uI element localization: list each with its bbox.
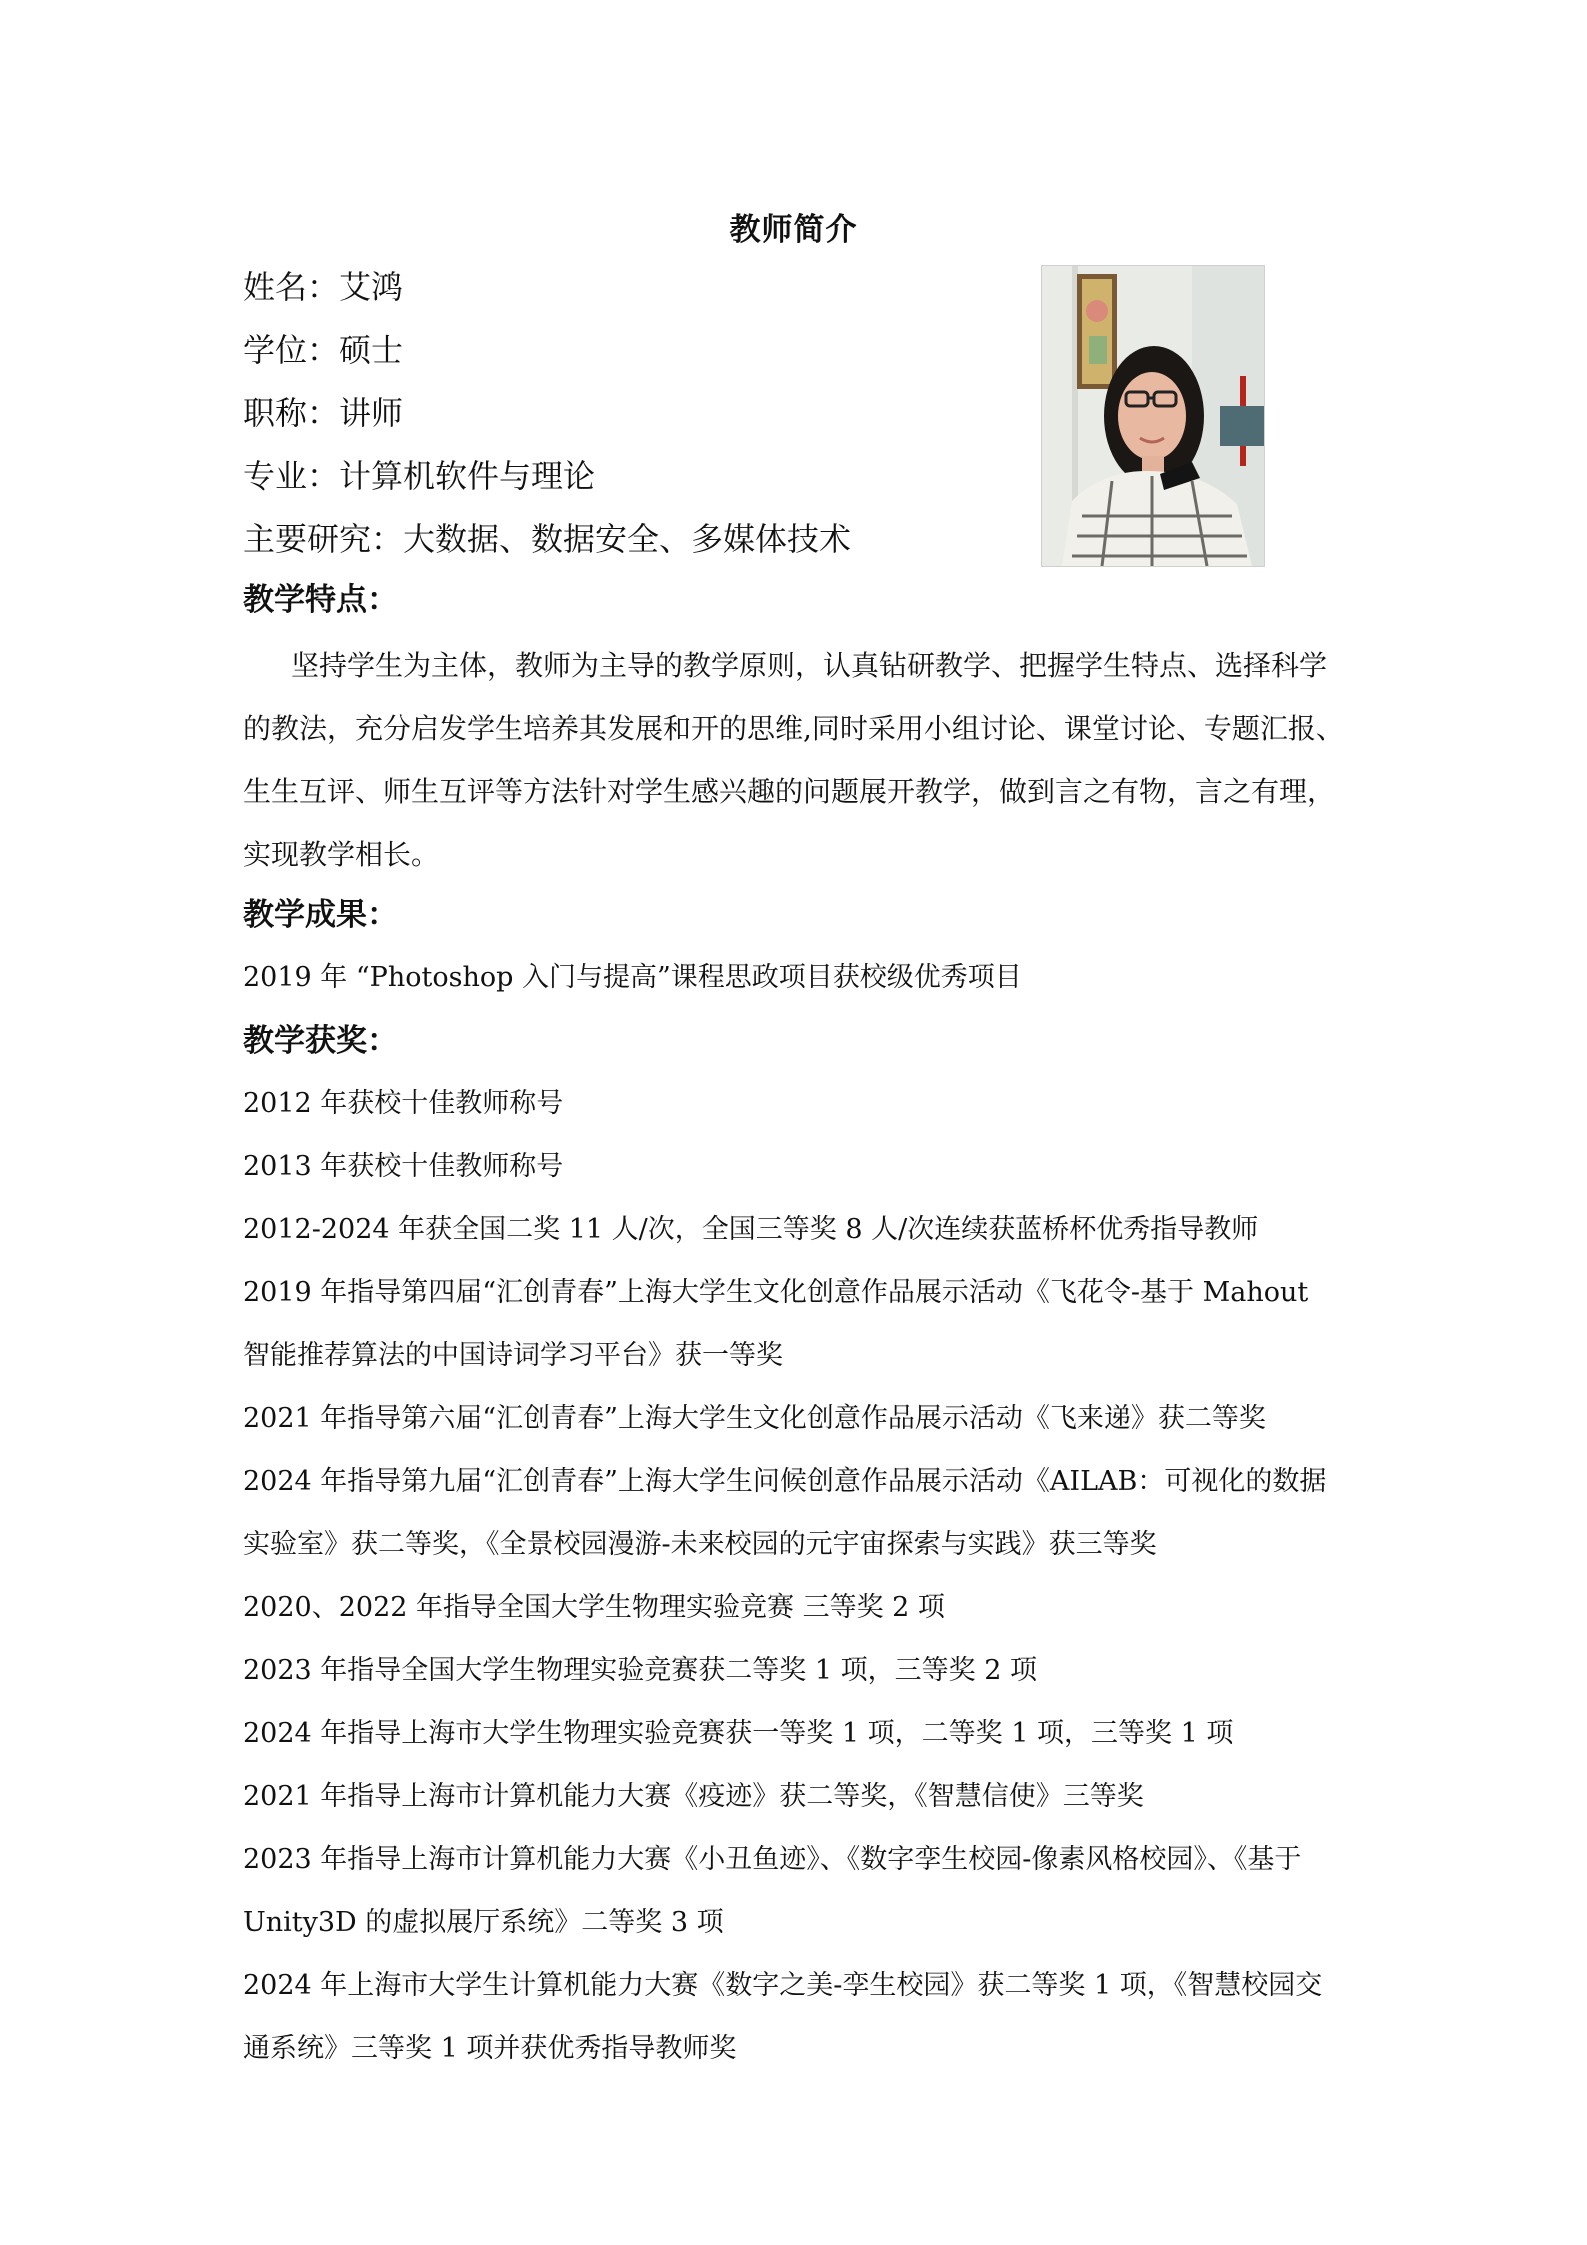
award-line: 智能推荐算法的中国诗词学习平台》获一等奖 <box>243 1340 783 1371</box>
award-line: 2023 年指导全国大学生物理实验竞赛获二等奖 1 项，三等奖 2 项 <box>243 1655 1037 1686</box>
rank-line: 职称：讲师 <box>243 394 404 432</box>
teacher-photo <box>1041 265 1265 567</box>
award-line: 2021 年指导第六届“汇创青春”上海大学生文化创意作品展示活动《飞来递》获二等奖 <box>243 1403 1266 1434</box>
award-line: 2012-2024 年获全国二奖 11 人/次，全国三等奖 8 人/次连续获蓝桥杯优秀指导教师 <box>243 1214 1259 1245</box>
awards-heading: 教学获奖： <box>243 1023 398 1059</box>
teaching-features-paragraph: 坚持学生为主体，教师为主导的教学原则，认真钻研教学、把握学生特点、选择科学的教法，充分启发学生培养其发展和开的思维,同时采用小组讨论、课堂讨论、专题汇报、生生互评、师生互评等方法针对学生感兴趣的问题展开教学，做到言之有物，言之有理，实现教学相长。 <box>243 649 1344 871</box>
award-line: 通系统》三等奖 1 项并获优秀指导教师奖 <box>243 2033 737 2064</box>
award-line: Unity3D 的虚拟展厅系统》二等奖 3 项 <box>243 1907 724 1938</box>
major-line: 专业：计算机软件与理论 <box>243 457 596 495</box>
award-line: 2012 年获校十佳教师称号 <box>243 1088 564 1119</box>
award-line: 2021 年指导上海市计算机能力大赛《疫迹》获二等奖，《智慧信使》三等奖 <box>243 1781 1144 1812</box>
award-line: 2024 年指导第九届“汇创青春”上海大学生问候创意作品展示活动《AILAB：可视化的数据 <box>243 1466 1327 1497</box>
award-line: 2019 年指导第四届“汇创青春”上海大学生文化创意作品展示活动《飞花令-基于 Mahout <box>243 1277 1309 1308</box>
award-line: 2013 年获校十佳教师称号 <box>243 1151 564 1182</box>
name-line: 姓名：艾鸿 <box>243 268 404 306</box>
teaching-result-item: 2019 年 “Photoshop 入门与提高”课程思政项目获校级优秀项目 <box>243 962 1022 993</box>
teaching-features-heading: 教学特点： <box>243 582 398 618</box>
teaching-results-heading: 教学成果： <box>243 897 398 933</box>
award-line: 2020、2022 年指导全国大学生物理实验竞赛 三等奖 2 项 <box>243 1592 945 1623</box>
award-line: 2024 年指导上海市大学生物理实验竞赛获一等奖 1 项，二等奖 1 项，三等奖 1 项 <box>243 1718 1234 1749</box>
portrait-image <box>1042 266 1264 566</box>
page-title: 教师简介 <box>729 212 858 248</box>
award-line: 2024 年上海市大学生计算机能力大赛《数字之美-孪生校园》获二等奖 1 项，《智慧校园交 <box>243 1970 1323 2001</box>
degree-line: 学位：硕士 <box>243 331 404 369</box>
award-line: 实验室》获二等奖，《全景校园漫游-未来校园的元宇宙探索与实践》获三等奖 <box>243 1529 1157 1560</box>
research-line: 主要研究：大数据、数据安全、多媒体技术 <box>243 520 852 558</box>
award-line: 2023 年指导上海市计算机能力大赛《小丑鱼迹》、《数字孪生校园-像素风格校园》、《基于 <box>243 1844 1302 1875</box>
